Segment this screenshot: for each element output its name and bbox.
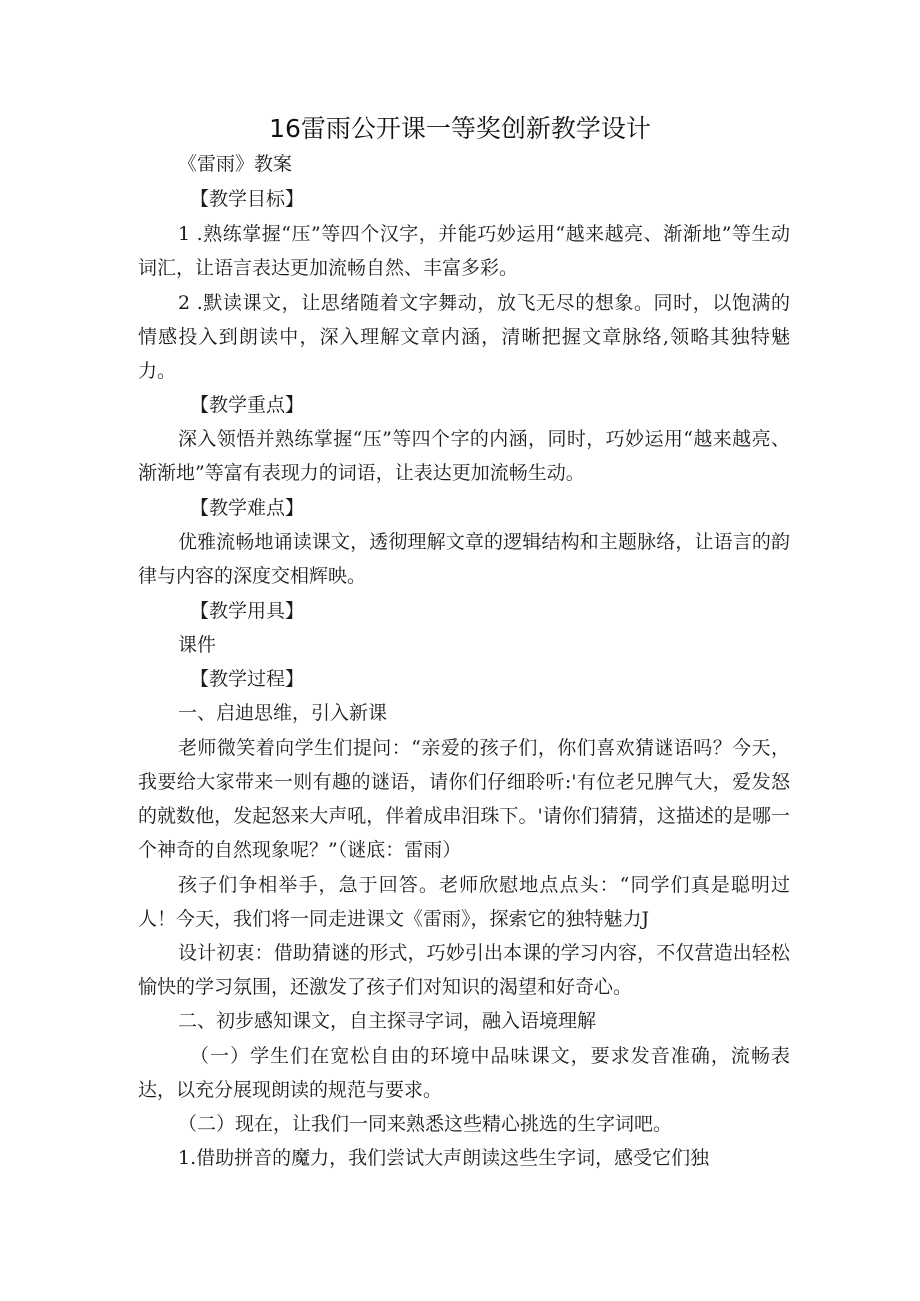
sub-step-1: （一）学生们在宽松自由的环境中品味课文，要求发音准确，流畅表达，以充分展现朗读的规范与要求。 xyxy=(138,1045,790,1101)
objective-1: 1 .熟练掌握“压”等四个汉字，并能巧妙运用“越来越亮、渐渐地”等生动词汇，让语言表达更加流畅自然、丰富多彩。 xyxy=(138,223,790,279)
objective-2: 2 .默读课文，让思绪随着文字舞动，放飞无尽的想象。同时，以饱满的情感投入到朗读中，深入理解文章内涵，清晰把握文章脉络,领略其独特魅力。 xyxy=(138,292,790,382)
section-heading-difficulties: 【教学难点】 xyxy=(190,497,305,519)
difficulties-text: 优雅流畅地诵读课文，透彻理解文章的逻辑结构和主题脉络，让语言的韵律与内容的深度交相辉映。 xyxy=(138,531,790,587)
key-points-text: 深入领悟并熟练掌握“压”等四个字的内涵，同时，巧妙运用“越来越亮、渐渐地”等富有表现力的词语，让表达更加流畅生动。 xyxy=(138,428,790,484)
section-heading-objectives: 【教学目标】 xyxy=(190,188,305,210)
word-reading-item-1: 1.借助拼音的魔力，我们尝试大声朗读这些生字词，感受它们独 xyxy=(178,1147,710,1169)
document-title: 16雷雨公开课一等奖创新教学设计 xyxy=(269,114,651,143)
tools-text: 课件 xyxy=(178,634,217,656)
process-step-2-heading: 二、初步感知课文，自主探寻字词，融入语境理解 xyxy=(178,1010,597,1032)
process-step-1-heading: 一、启迪思维，引入新课 xyxy=(178,702,388,724)
riddle-paragraph: 老师微笑着向学生们提问：“亲爱的孩子们，你们喜欢猜谜语吗？今天，我要给大家带来一则有趣的谜语，请你们仔细聆听:'有位老兄脾气大，爱发怒的就数他，发起怒来大声吼，伴着成串泪珠下。'请你们猜猜，这描述的是哪一个神奇的自然现象呢？”（谜底：雷雨） xyxy=(138,737,790,861)
section-heading-process: 【教学过程】 xyxy=(190,668,305,690)
sub-step-2: （二）现在，让我们一同来熟悉这些精心挑选的生字词吧。 xyxy=(178,1113,673,1135)
students-answer-paragraph: 孩子们争相举手，急于回答。老师欣慰地点点头：“同学们真是聪明过人！今天，我们将一同走进课文《雷雨》，探索它的独特魅力J xyxy=(138,874,790,930)
design-intent-paragraph: 设计初衷：借助猜谜的形式，巧妙引出本课的学习内容，不仅营造出轻松愉快的学习氛围，还激发了孩子们对知识的渴望和好奇心。 xyxy=(138,942,790,998)
section-heading-tools: 【教学用具】 xyxy=(190,600,305,622)
section-heading-key-points: 【教学重点】 xyxy=(190,394,305,416)
doc-subtitle: 《雷雨》教案 xyxy=(178,153,293,175)
